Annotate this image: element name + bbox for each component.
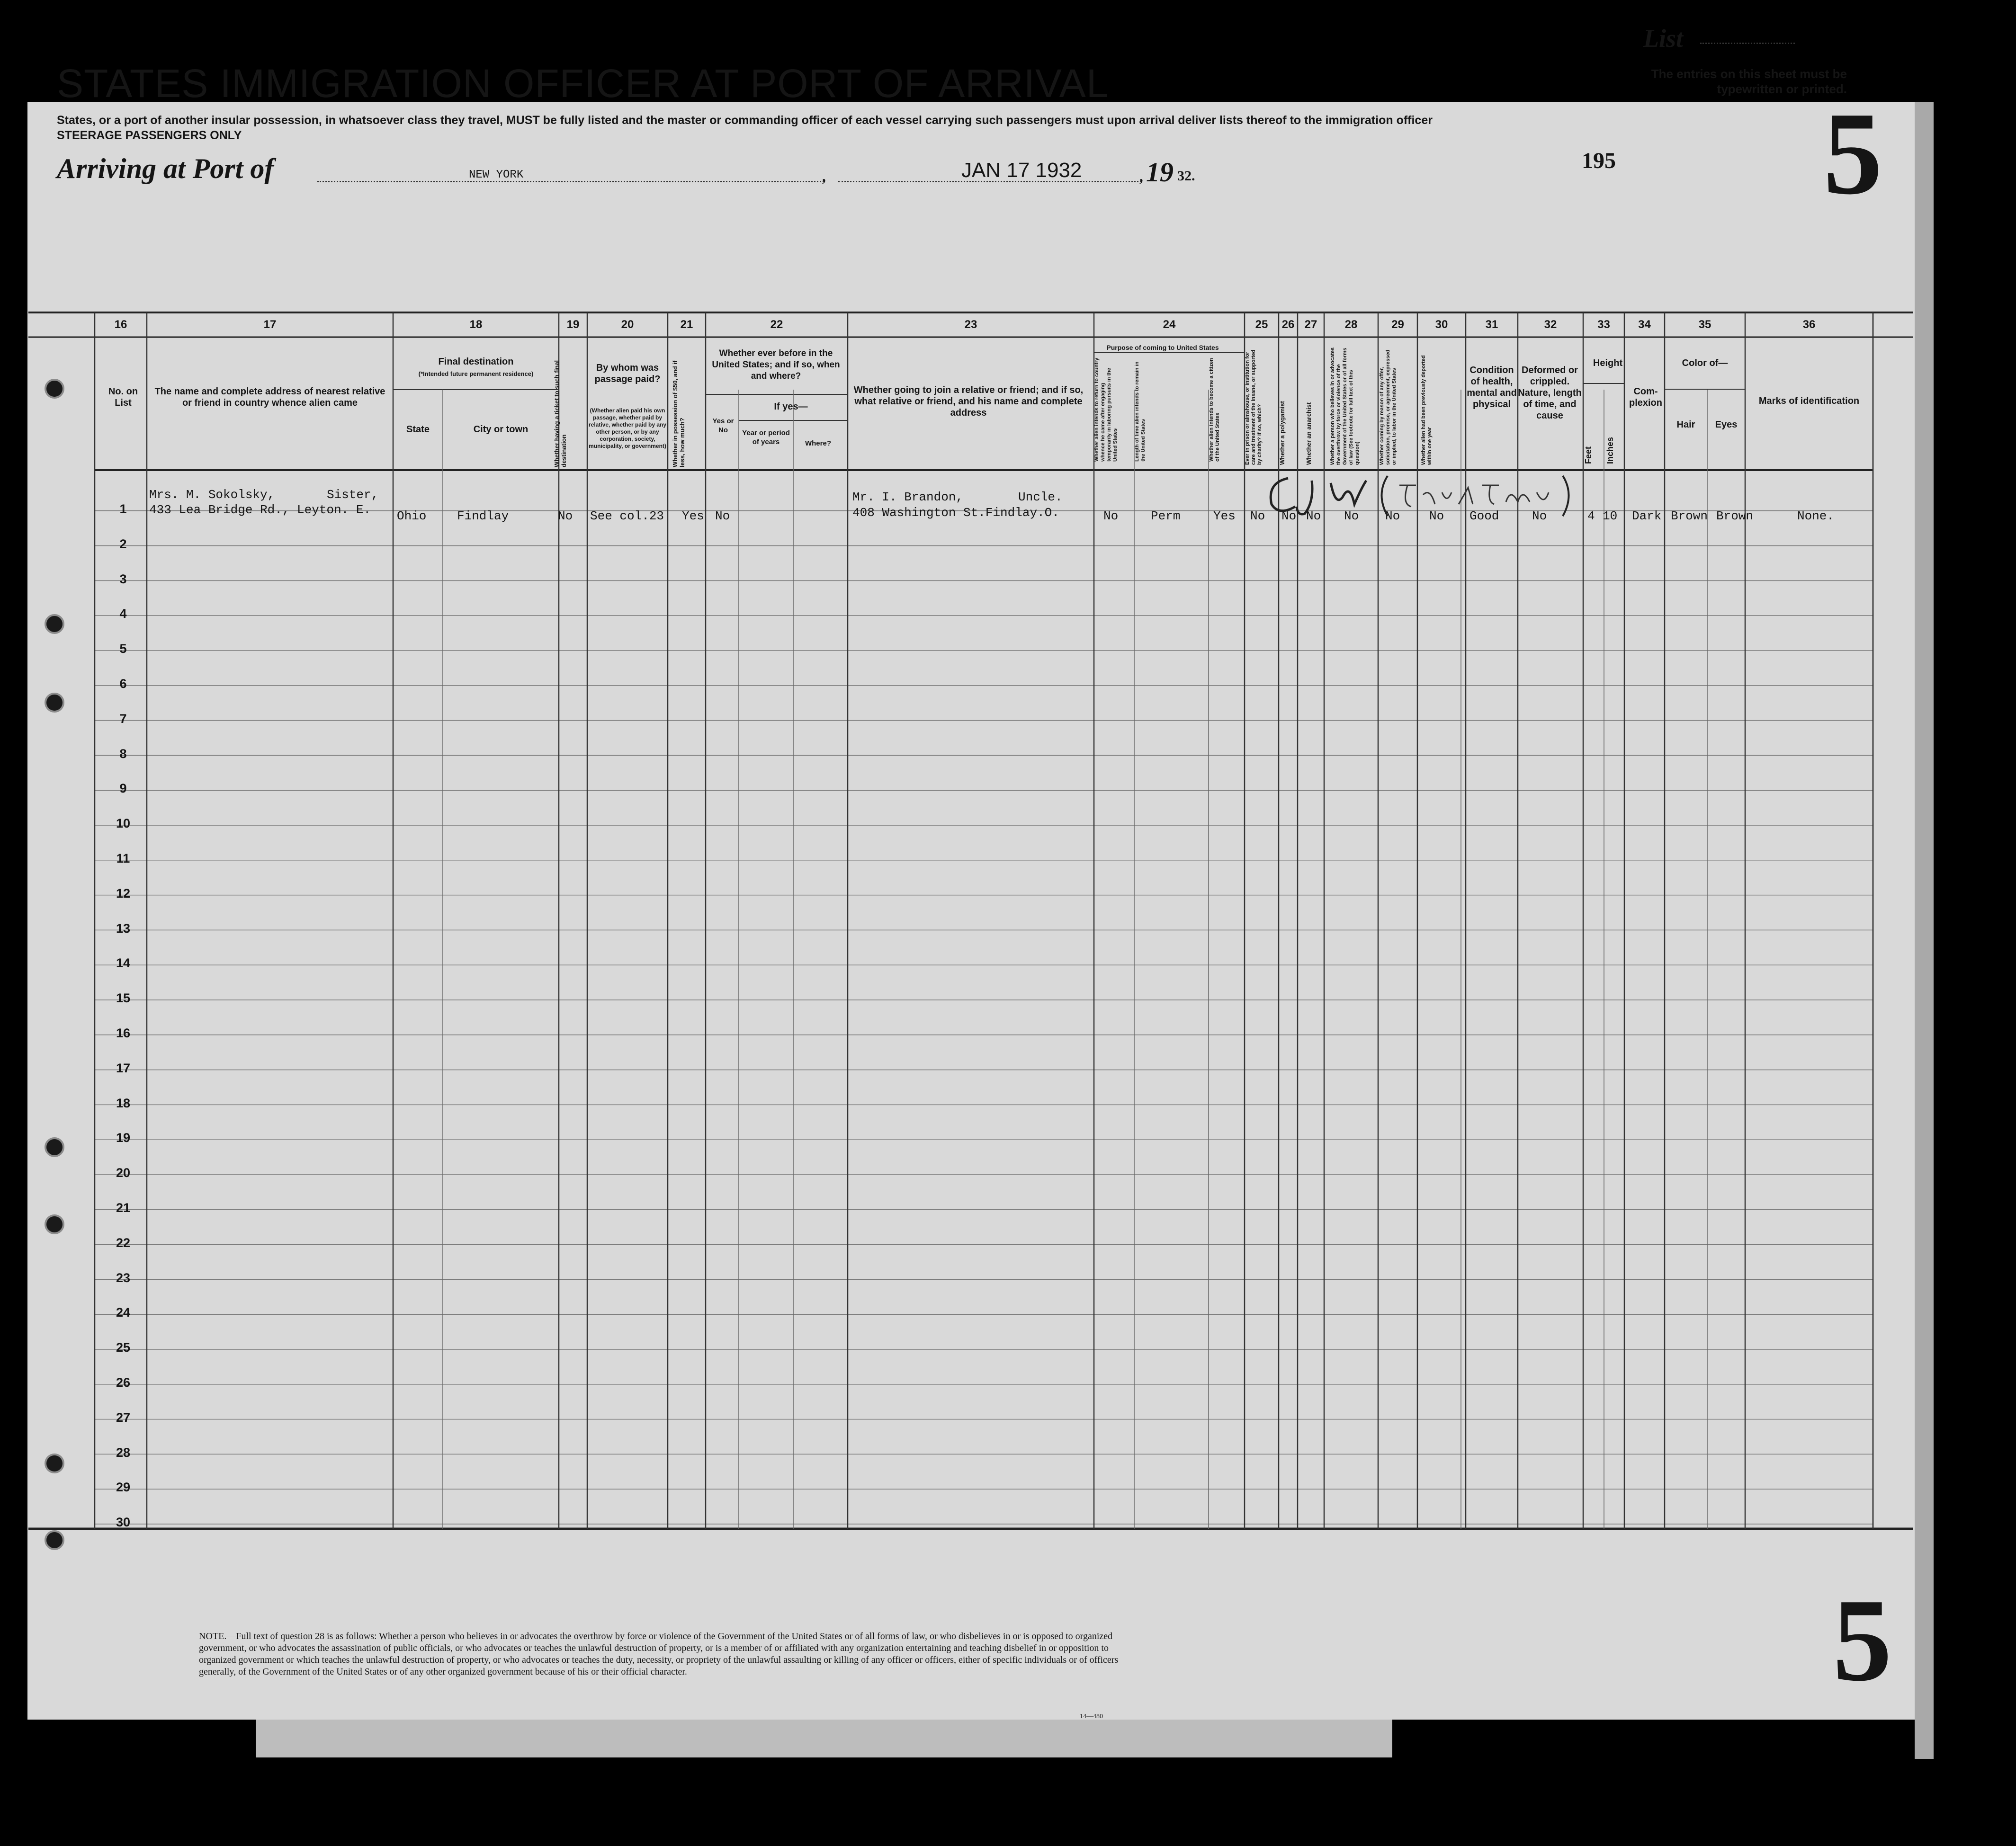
underlying-page-strip xyxy=(256,1720,1392,1757)
table-grid xyxy=(27,102,1915,1720)
polygamist-value: No xyxy=(1281,509,1297,523)
col20-header: By whom was passage paid? xyxy=(594,363,661,384)
footnote-question-28: NOTE.—Full text of question 28 is as follows: Whether a person who believes in or advocates the overthrow by force or violence of the Government of the United States or of all forms of law, or who disbelieves in or is opposed to organized government, or who advocates the assassination of public officials, or who advocates or teaches the unlawful destruction of property, or is a member of or affiliated with any organization entertaining and teaching disbelief in or opposition to organized government or which teaches the unlawful destruction of property, or who advocates or teaches the duty, necessity, or propriety of the unlawful assaulting or killing of any officer or officers, either of specific individuals or of officers generally, of the Government of the United States or of any other organized government because of his or their official character. xyxy=(199,1631,1119,1677)
col33-inches-header: Inches xyxy=(1605,437,1615,464)
row-number: 20 xyxy=(116,1166,131,1180)
column-number: 34 xyxy=(1638,318,1651,331)
col35-header: Color of— xyxy=(1682,358,1728,368)
row-number: 19 xyxy=(116,1131,131,1145)
relative-address: 433 Lea Bridge Rd., Leyton. E. xyxy=(149,503,371,517)
form-subtitle: States, or a port of another insular possession, in whatsoever class they travel, MUST be fully listed and the master or commanding officer of each vessel carrying such passengers must upon arrival deliver lists thereof to the immigration officer xyxy=(57,114,1433,127)
row-number: 24 xyxy=(116,1305,131,1320)
return-intent-value: No xyxy=(1103,509,1119,523)
row-number: 5 xyxy=(119,642,127,656)
punch-hole xyxy=(45,1530,64,1550)
row-number: 22 xyxy=(116,1235,131,1250)
joining-relation: Uncle. xyxy=(1018,490,1063,504)
column-number: 16 xyxy=(114,318,127,331)
col30-header: Whether alien had been previously deported within one year xyxy=(1421,355,1433,465)
length-stay-value: Perm xyxy=(1151,509,1181,523)
punch-hole xyxy=(45,1214,64,1234)
port-value: NEW YORK xyxy=(469,169,524,181)
column-number: 33 xyxy=(1597,318,1610,331)
relative-name: Mrs. M. Sokolsky, xyxy=(149,488,275,502)
column-number: 31 xyxy=(1485,318,1498,331)
comma: , xyxy=(822,164,826,185)
col24a-header: Whether alien intends to return to country whence he came after engaging temporarily in laboring pursuits in the United States xyxy=(1094,357,1118,462)
col20-note: (Whether alien paid his own passage, whether paid by relative, whether paid by any other person, or by any corporation, society, municipality, or government) xyxy=(588,407,667,449)
anarchist-value: No xyxy=(1306,509,1321,523)
column-number: 19 xyxy=(566,318,580,331)
typewritten-note: The entries on this sheet must be typewritten or printed. xyxy=(1651,67,1847,96)
list-label: List xyxy=(1643,24,1684,53)
arriving-label: Arriving at Port of xyxy=(57,153,274,184)
row-number: 28 xyxy=(116,1445,131,1460)
col18-note: (*Intended future permanent residence) xyxy=(418,370,534,377)
row-number: 7 xyxy=(119,711,127,726)
col34-header: Com-plexion xyxy=(1629,386,1662,408)
column-number: 20 xyxy=(621,318,634,331)
eyes-value: Brown xyxy=(1716,509,1754,523)
col33-header: Height xyxy=(1593,358,1623,368)
column-number: 27 xyxy=(1304,318,1317,331)
col18-header: Final destination xyxy=(438,357,514,367)
col35-hair-header: Hair xyxy=(1676,419,1695,430)
steerage-label: STEERAGE PASSENGERS ONLY xyxy=(57,129,242,142)
page-title: STATES IMMIGRATION OFFICER AT PORT OF ARRIVAL xyxy=(57,61,1109,106)
col23-header: Whether going to join a relative or friend; and if so, what relative or friend, and his name and complete address xyxy=(853,385,1084,418)
hair-value: Brown xyxy=(1671,509,1708,523)
col22-ifyes-header: If yes— xyxy=(774,401,808,412)
col22-period-header: Year or period of years xyxy=(742,429,790,446)
col24b-header: Length of time alien intends to remain in the United States xyxy=(1134,361,1146,462)
col25-header: Ever in prison or almshouse, or institution for care and treatment of the insane, or supported by charity? If so, which? xyxy=(1245,349,1263,465)
col16-header: No. on List xyxy=(108,386,138,408)
row-number: 13 xyxy=(116,921,131,936)
punch-hole xyxy=(45,379,64,399)
sheet-number: 195 xyxy=(1582,148,1616,173)
row-number: 21 xyxy=(116,1201,131,1215)
col36-header: Marks of identification xyxy=(1758,396,1860,406)
form-number: 14—480 xyxy=(1080,1713,1103,1720)
row-number: 10 xyxy=(116,816,131,831)
prison-value: No xyxy=(1250,509,1265,523)
complexion-value: Dark xyxy=(1632,509,1662,523)
punch-hole xyxy=(45,1454,64,1473)
column-number: 29 xyxy=(1391,318,1404,331)
paid-by-value: See col.23 xyxy=(590,509,664,523)
height-feet-value: 4 xyxy=(1587,509,1595,523)
row-number: 30 xyxy=(116,1515,131,1530)
underlying-page-edge xyxy=(1915,102,1934,1759)
row-number: 25 xyxy=(116,1340,131,1355)
col31-header: Condition of health, mental and physical xyxy=(1467,365,1517,410)
marks-value: None. xyxy=(1797,509,1835,523)
row-number: 27 xyxy=(116,1410,131,1425)
column-number: 23 xyxy=(964,318,977,331)
ticket-value: No xyxy=(558,509,573,523)
col19-header: Whether having a ticket to such final destination xyxy=(553,360,567,467)
col27-header: Whether an anarchist xyxy=(1305,402,1312,465)
row-number: 2 xyxy=(119,536,127,551)
punch-hole xyxy=(45,1137,64,1157)
joining-address: 408 Washington St.Findlay.O. xyxy=(852,506,1059,520)
punch-hole xyxy=(45,614,64,634)
col22-yesno-header: Yes or No xyxy=(712,417,734,434)
column-number: 36 xyxy=(1802,318,1816,331)
dest-state: Ohio xyxy=(397,509,427,523)
row-number: 11 xyxy=(116,851,130,865)
column-number: 30 xyxy=(1435,318,1448,331)
col24c-header: Whether alien intends to become a citizen of the United States xyxy=(1209,358,1220,462)
handwritten-annotation xyxy=(1260,469,1591,521)
row-number: 18 xyxy=(116,1096,131,1110)
col26-header: Whether a polygamist xyxy=(1279,401,1286,465)
row-number: 8 xyxy=(119,746,127,761)
col18-state-header: State xyxy=(406,424,430,435)
column-number: 17 xyxy=(263,318,277,331)
port-underline xyxy=(317,176,824,182)
row-number: 23 xyxy=(116,1270,131,1285)
money-value: Yes xyxy=(682,509,704,523)
row-number: 9 xyxy=(119,781,127,796)
col21-header: Whether in possession of $50, and if less, how much? xyxy=(672,360,686,467)
joining-name: Mr. I. Brandon, xyxy=(852,490,964,504)
health-value: Good xyxy=(1469,509,1499,523)
col24-header: Purpose of coming to United States xyxy=(1106,344,1219,351)
col32-header: Deformed or crippled. Nature, length of time, and cause xyxy=(1518,365,1582,421)
row-number: 15 xyxy=(116,991,131,1006)
col35-eyes-header: Eyes xyxy=(1715,419,1738,430)
row-number: 1 xyxy=(119,502,127,516)
row-number: 14 xyxy=(116,956,131,971)
deformed-value: No xyxy=(1532,509,1547,523)
date-value: JAN 17 1932 xyxy=(961,159,1082,182)
row-number: 16 xyxy=(116,1026,131,1040)
dest-city: Findlay xyxy=(457,509,509,523)
column-number: 26 xyxy=(1281,318,1295,331)
deported-value: No xyxy=(1429,509,1444,523)
column-number: 24 xyxy=(1163,318,1176,331)
row-number: 17 xyxy=(116,1061,131,1075)
column-number: 18 xyxy=(469,318,483,331)
col22-header: Whether ever before in the United States; and if so, when and where? xyxy=(712,348,840,381)
row-number: 26 xyxy=(116,1375,131,1390)
year-prefix: 19 xyxy=(1146,157,1174,187)
offer-value: No xyxy=(1385,509,1400,523)
col28-header: Whether a person who believes in or advocates the overthrow by force or violence of the Government of the United States or of all forms of law (See footnote for full text of this question) xyxy=(1330,347,1360,465)
list-underline xyxy=(1700,38,1795,44)
before-in-us-value: No xyxy=(715,509,730,523)
list-number-top: 5 xyxy=(1823,88,1882,219)
manifest-sheet xyxy=(27,102,1915,1720)
row-number: 4 xyxy=(119,606,127,621)
col17-header: The name and complete address of nearest relative or friend in country whence alien came xyxy=(154,386,385,408)
col22-where-header: Where? xyxy=(805,439,831,447)
column-number: 32 xyxy=(1544,318,1557,331)
comma2: , xyxy=(1139,164,1144,185)
col18-city-header: City or town xyxy=(473,424,529,435)
row-number: 12 xyxy=(116,886,131,901)
height-inches-value: 10 xyxy=(1603,509,1618,523)
row-number: 29 xyxy=(116,1480,131,1495)
overthrow-value: No xyxy=(1344,509,1359,523)
row-number: 3 xyxy=(119,571,127,586)
list-number-bottom: 5 xyxy=(1833,1575,1892,1706)
col29-header: Whether coming by reason of any offer, solicitation, promise, or agreement, expressed or implied, to labor in the United States xyxy=(1379,349,1397,465)
column-number: 22 xyxy=(770,318,783,331)
relative-relation: Sister, xyxy=(327,488,379,502)
column-number: 25 xyxy=(1255,318,1268,331)
column-number: 21 xyxy=(680,318,693,331)
column-number: 35 xyxy=(1698,318,1711,331)
row-number: 6 xyxy=(119,677,127,691)
punch-hole xyxy=(45,693,64,713)
column-number: 28 xyxy=(1344,318,1358,331)
col33-feet-header: Feet xyxy=(1584,446,1593,464)
year-suffix: 32. xyxy=(1177,168,1195,184)
citizen-value: Yes xyxy=(1213,509,1236,523)
